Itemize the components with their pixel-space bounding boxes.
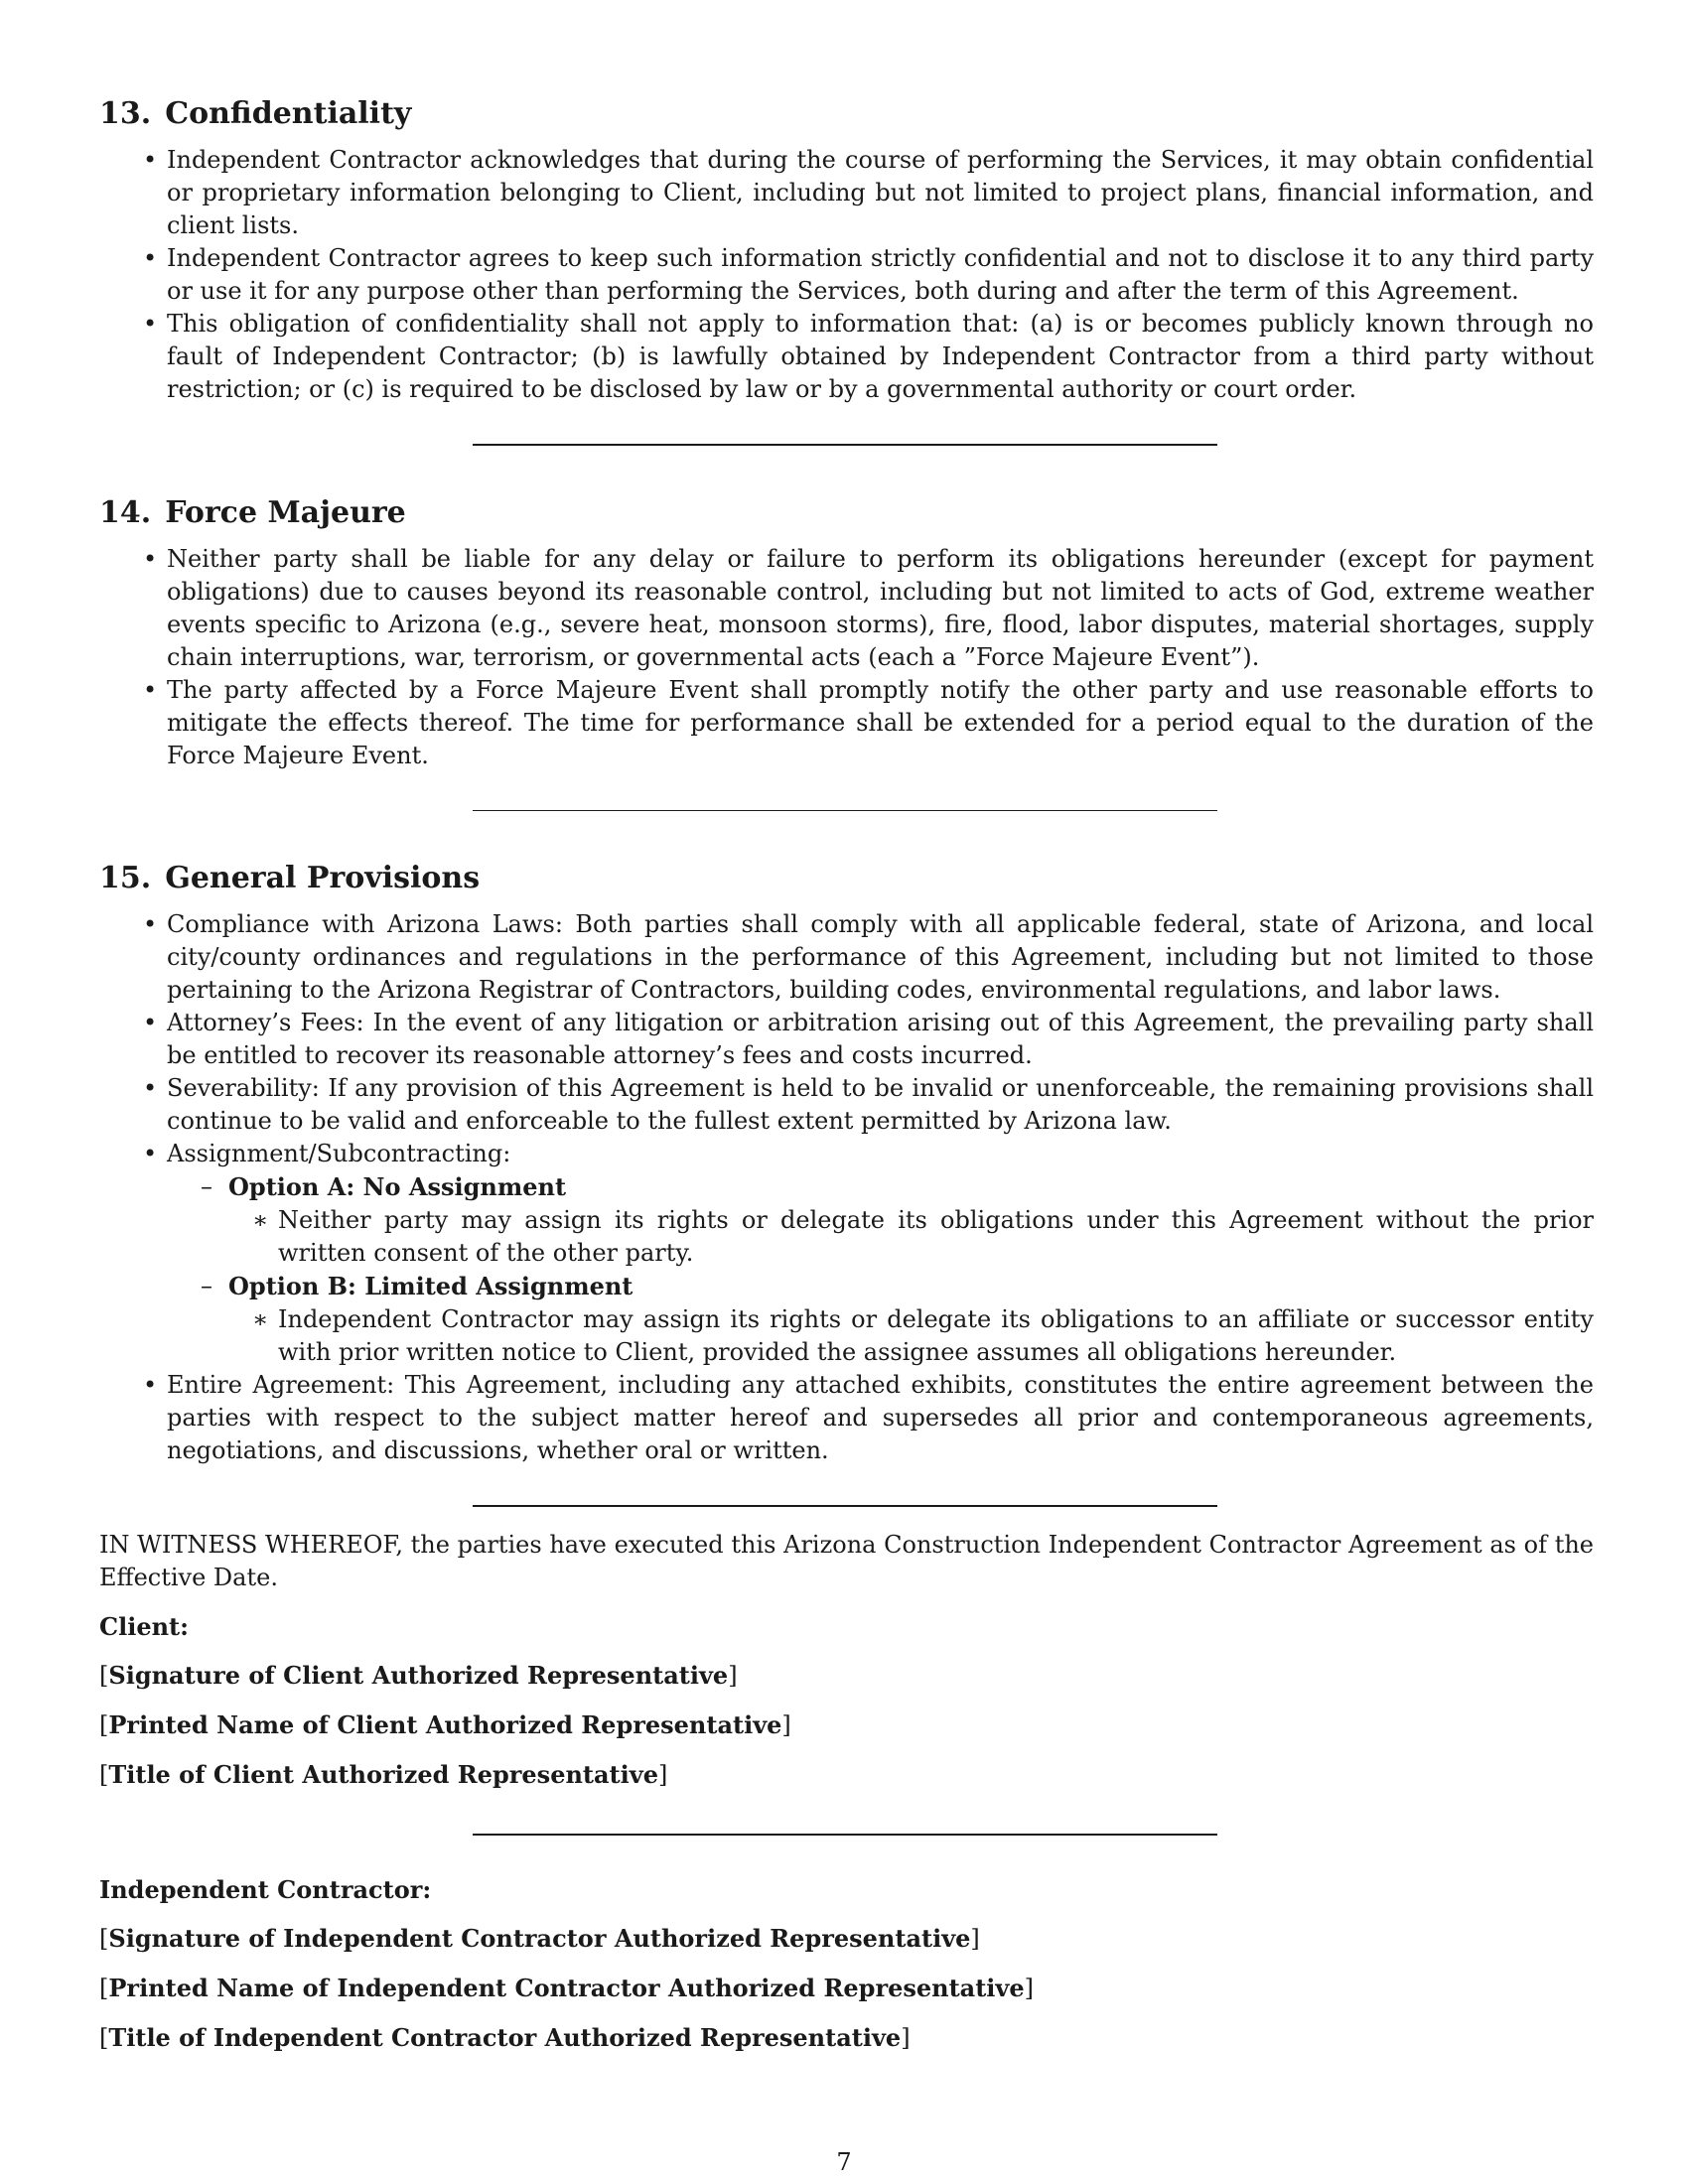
contractor-signature-line <box>99 1922 1594 1956</box>
bracket-open: [ <box>99 1975 109 2002</box>
section-divider <box>473 444 1217 446</box>
section-title: Force Majeure <box>165 495 406 530</box>
option-label: Option B: Limited Assignment <box>228 1272 633 1300</box>
contractor-signature-placeholder: Signature of Independent Contractor Authorized Representative <box>108 1924 971 1953</box>
list-item: • Severability: If any provision of this Agreement is held to be invalid or unenforceable, the remaining provisions shall continue to be valid and enforceable to the fullest extent permitted by Arizona law. <box>99 1072 1594 1138</box>
section-divider <box>473 1505 1217 1507</box>
section-heading <box>99 493 1594 533</box>
witness-statement: IN WITNESS WHEREOF, the parties have executed this Arizona Construction Independent Contractor Agreement as of the Effective Date. <box>99 1531 1594 1591</box>
list-item-assignment <box>99 1138 1594 1369</box>
option-detail-list <box>228 1303 1594 1369</box>
list-item: • The party affected by a Force Majeure Event shall promptly notify the other party and use reasonable efforts to mitigate the effects thereof. The time for performance shall be extended for a period equal to the duration of the Force Majeure Event. <box>99 674 1594 772</box>
bracket-open: [ <box>99 1711 109 1739</box>
contractor-printed-name-line <box>99 1972 1594 2005</box>
list-item: • Neither party shall be liable for any delay or failure to perform its obligations hereunder (except for payment obligations) due to causes beyond its reasonable control, including but not limited to acts of God, extreme weather events specific to Arizona (e.g., severe heat, monsoon storms), fire, flood, labor disputes, material shortages, supply chain interruptions, war, terrorism, or governmental acts (each a ”Force Majeure Event”). <box>99 543 1594 674</box>
section-number: 15. <box>99 861 152 895</box>
section-number: 14. <box>99 495 152 530</box>
option-list <box>167 1170 1594 1369</box>
client-signature-placeholder: Signature of Client Authorized Representative <box>108 1661 729 1690</box>
contractor-printed-name-placeholder: Printed Name of Independent Contractor Authorized Representative <box>108 1974 1025 2002</box>
client-title-line <box>99 1758 1594 1792</box>
bracket-open: [ <box>99 2024 109 2052</box>
assignment-label: Assignment/Subcontracting: <box>167 1140 511 1167</box>
contractor-title-placeholder: Title of Independent Contractor Authorized Representative <box>108 2023 902 2052</box>
option-item <box>167 1270 1594 1369</box>
client-title-placeholder: Title of Client Authorized Representative <box>108 1760 658 1789</box>
section-heading <box>99 94 1594 134</box>
section-divider <box>473 810 1217 811</box>
contractor-heading: Independent Contractor: <box>99 1875 432 1904</box>
signature-divider <box>473 1834 1217 1836</box>
bullet-list <box>99 908 1594 1467</box>
contractor-title-line <box>99 2021 1594 2055</box>
section-title: General Provisions <box>165 861 481 895</box>
list-item: • Attorney’s Fees: In the event of any litigation or arbitration arising out of this Agreement, the prevailing party shall be entitled to recover its reasonable attorney’s fees and costs incurred. <box>99 1007 1594 1072</box>
list-item: • Independent Contractor acknowledges that during the course of performing the Services, it may obtain confidential or proprietary information belonging to Client, including but not limited to project plans, financial information, and client lists. <box>99 144 1594 242</box>
bracket-open: [ <box>99 1925 109 1953</box>
client-heading: Client: <box>99 1612 189 1641</box>
list-item: • Compliance with Arizona Laws: Both parties shall comply with all applicable federal, state of Arizona, and local city/county ordinances and regulations in the performance of this Agreement, including but not limited to those pertaining to the Arizona Registrar of Contractors, building codes, environmental regulations, and labor laws. <box>99 908 1594 1007</box>
section-confidentiality <box>99 94 1594 406</box>
section-heading <box>99 859 1594 898</box>
list-item: • This obligation of confidentiality shall not apply to information that: (a) is or becomes publicly known through no fault of Independent Contractor; (b) is lawfully obtained by Independent Contractor from a third party without restriction; or (c) is required to be disclosed by law or by a governmental authority or court order. <box>99 308 1594 406</box>
document-page <box>99 94 1594 2055</box>
client-signature-line <box>99 1659 1594 1693</box>
bracket-close: ] <box>901 2024 911 2052</box>
bracket-open: [ <box>99 1662 109 1690</box>
bullet-list <box>99 144 1594 406</box>
section-title: Confidentiality <box>165 96 412 131</box>
section-force-majeure <box>99 493 1594 772</box>
section-number: 13. <box>99 96 152 131</box>
option-detail-list <box>228 1204 1594 1270</box>
bracket-close: ] <box>657 1761 668 1789</box>
option-label: Option A: No Assignment <box>228 1172 567 1201</box>
option-detail: ∗ Independent Contractor may assign its rights or delegate its obligations to an affiliate or successor entity with prior written notice to Client, provided the assignee assumes all obligations hereunder. <box>228 1303 1594 1369</box>
bracket-close: ] <box>970 1925 980 1953</box>
bracket-close: ] <box>781 1711 791 1739</box>
list-item: • Entire Agreement: This Agreement, including any attached exhibits, constitutes the entire agreement between the parties with respect to the subject matter hereof and supersedes all prior and contemporaneous agreements, negotiations, and discussions, whether oral or written. <box>99 1369 1594 1467</box>
bracket-open: [ <box>99 1761 109 1789</box>
option-item <box>167 1170 1594 1270</box>
bracket-close: ] <box>1024 1975 1035 2002</box>
list-item: • Independent Contractor agrees to keep such information strictly confidential and not to disclose it to any third party or use it for any purpose other than performing the Services, both during and after the term of this Agreement. <box>99 242 1594 308</box>
page-number: 7 <box>836 2148 852 2176</box>
bracket-close: ] <box>728 1662 738 1690</box>
option-detail: ∗ Neither party may assign its rights or delegate its obligations under this Agreement without the prior written consent of the other party. <box>228 1204 1594 1270</box>
client-printed-name-placeholder: Printed Name of Client Authorized Representative <box>108 1710 782 1739</box>
client-printed-name-line <box>99 1708 1594 1742</box>
bullet-list <box>99 543 1594 772</box>
section-general-provisions <box>99 859 1594 1467</box>
